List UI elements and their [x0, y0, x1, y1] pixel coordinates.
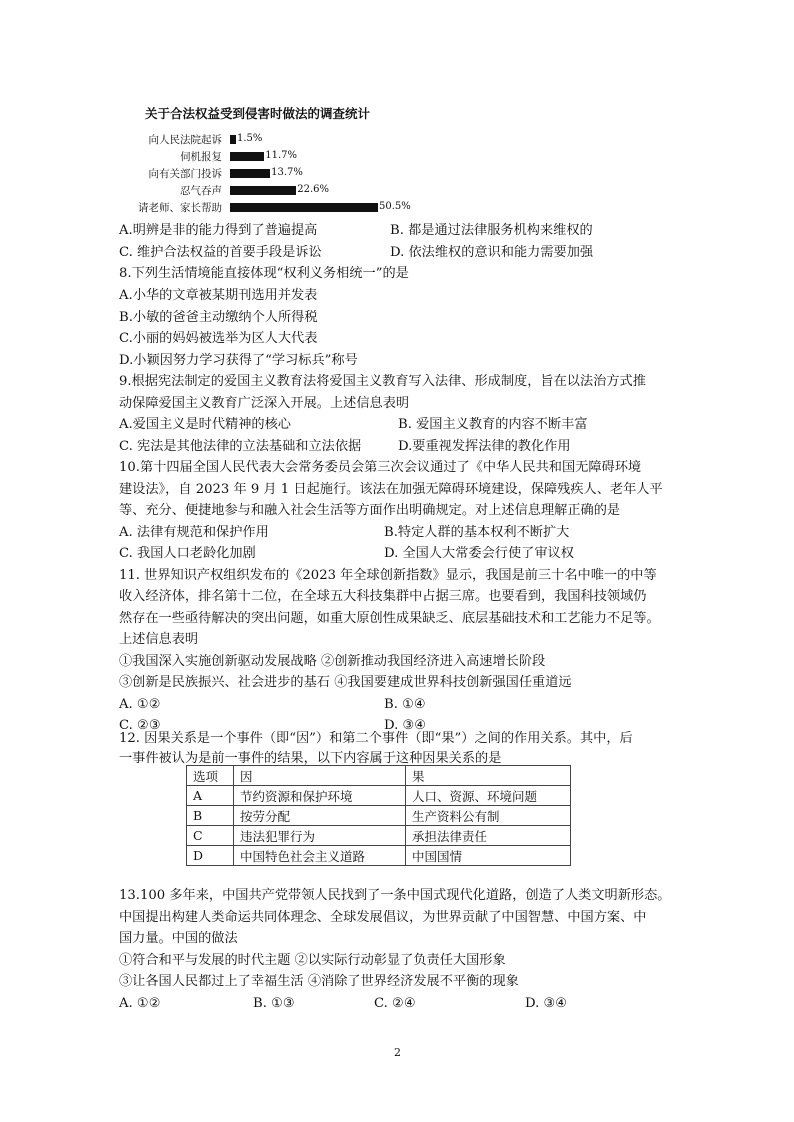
bar: [230, 203, 378, 212]
q10-option-a: A. 法律有规范和保护作用: [119, 525, 269, 540]
chart-title: 关于合法权益受到侵害时做法的调查统计: [145, 106, 371, 121]
bar-value-label: 1.5%: [237, 133, 263, 144]
q10-option-d: D. 全国人大常委会行使了审议权: [384, 546, 574, 561]
table-cell: 生产资料公有制: [406, 806, 571, 826]
page-number: 2: [394, 1046, 401, 1059]
q8-stem: 8.下列生活情境能直接体现“权利义务相统一”的是: [119, 266, 409, 281]
table-cell: D: [187, 846, 234, 866]
table-row: [187, 826, 571, 846]
q13-option-b: B. ①③: [253, 996, 295, 1011]
bar-category-label: 向人民法院起诉: [148, 134, 222, 146]
q10-stem-line: 建设法》，自 2023 年 9 月 1 日起施行。该法在加强无障碍环境建设，保障残疾人、老年人平: [119, 482, 663, 497]
bar: [230, 169, 270, 178]
bar-value-label: 50.5%: [379, 201, 411, 212]
q11-stem-line: 然存在一些亟待解决的突出问题，如重大原创性成果缺乏、底层基础技术和工艺能力不足等。: [119, 611, 660, 626]
bar-category-label: 伺机报复: [180, 151, 222, 163]
q9-option-d: D.要重视发挥法律的教化作用: [398, 439, 571, 454]
q7-option-b: B. 都是通过法律服务机构来维权的: [390, 223, 593, 238]
q7-option-d: D. 依法维权的意识和能力需要加强: [390, 245, 594, 260]
q9-stem-line: 动保障爱国主义教育广泛深入开展。上述信息表明: [119, 396, 410, 411]
table-header-cell: 果: [406, 766, 571, 786]
q11-option-b: B. ①④: [384, 697, 426, 712]
q8-option-c: C.小丽的妈妈被选举为区人大代表: [119, 331, 318, 346]
q11-stem-line: 收入经济体，排名第十二位，在全球五大科技集群中占据三席。也要看到，我国科技领域仍: [119, 589, 647, 604]
bar-category-label: 请老师、家长帮助: [138, 202, 222, 214]
bar-value-label: 22.6%: [297, 184, 329, 195]
q7-option-a: A.明辨是非的能力得到了普遍提高: [119, 223, 318, 238]
q11-option-c: C. ②③: [119, 718, 161, 733]
table-cell: A: [187, 786, 234, 806]
q9-option-a: A.爱国主义是时代精神的核心: [119, 417, 291, 432]
table-row: [187, 786, 571, 806]
table-row: [187, 806, 571, 826]
table-header-cell: 因: [234, 766, 406, 786]
bar: [230, 186, 296, 195]
table-cell: 按劳分配: [234, 806, 406, 826]
q10-stem-line: 10.第十四届全国人民代表大会常务委员会第三次会议通过了《中华人民共和国无障碍环境: [119, 460, 642, 475]
q13-option-c: C. ②④: [374, 996, 416, 1011]
q9-option-b: B. 爱国主义教育的内容不断丰富: [398, 417, 588, 432]
q11-stem-line: 11. 世界知识产权组织发布的《2023 年全球创新指数》显示，我国是前三十名中唯一的中等: [119, 568, 657, 583]
q13-stem-line: 13.100 多年来，中国共产党带领人民找到了一条中国式现代化道路，创造了人类文明新形态。: [119, 888, 671, 903]
q11-option-d: D. ③④: [384, 718, 427, 733]
q13-statements-line: ③让各国人民都过上了幸福生活 ④消除了世界经济发展不平衡的现象: [119, 974, 519, 989]
bar-category-label: 忍气吞声: [180, 185, 222, 197]
q11-statements-line: ③创新是民族振兴、社会进步的基石 ④我国要建成世界科技创新强国任重道远: [119, 675, 572, 690]
q11-option-a: A. ①②: [119, 697, 161, 712]
q13-stem-line: 国力量。中国的做法: [119, 931, 238, 946]
bar: [230, 135, 236, 144]
q13-option-a: A. ①②: [119, 996, 161, 1011]
table-cell: 中国国情: [406, 846, 571, 866]
bar: [230, 152, 264, 161]
table-header-row: [187, 766, 571, 786]
q13-option-d: D. ③④: [525, 996, 568, 1011]
table-cell: B: [187, 806, 234, 826]
table-cell: 节约资源和保护环境: [234, 786, 406, 806]
q10-option-c: C. 我国人口老龄化加剧: [119, 546, 256, 561]
q10-stem-line: 等、充分、便捷地参与和融入社会生活等方面作出明确规定。对上述信息理解正确的是: [119, 503, 621, 518]
q12-stem-line: 一事件被认为是前一事件的结果，以下内容属于这种因果关系的是: [119, 751, 502, 766]
bar-category-label: 向有关部门投诉: [148, 168, 222, 180]
bar-value-label: 13.7%: [271, 167, 303, 178]
q7-option-c: C. 维护合法权益的首要手段是诉讼: [119, 245, 322, 260]
q11-statements-line: ①我国深入实施创新驱动发展战略 ②创新推动我国经济进入高速增长阶段: [119, 654, 546, 669]
q11-stem-line: 上述信息表明: [119, 632, 199, 647]
table-cell: 承担法律责任: [406, 826, 571, 846]
table-header-cell: 选项: [187, 766, 234, 786]
table-cell: 人口、资源、环境问题: [406, 786, 571, 806]
q8-option-a: A.小华的文章被某期刊选用并发表: [119, 288, 318, 303]
table-cell: 中国特色社会主义道路: [234, 846, 406, 866]
q13-stem-line: 中国提出构建人类命运共同体理念、全球发展倡议，为世界贡献了中国智慧、中国方案、中: [119, 910, 647, 925]
table-cell: C: [187, 826, 234, 846]
q12-table: [186, 765, 571, 866]
q8-option-d: D.小颖因努力学习获得了“学习标兵”称号: [119, 353, 358, 368]
table-row: [187, 846, 571, 866]
q9-stem-line: 9.根据宪法制定的爱国主义教育法将爱国主义教育写入法律、形成制度，旨在以法治方式推: [119, 374, 646, 389]
q12-stem-line: 12. 因果关系是一个事件（即“因”）和第二个事件（即“果”）之间的作用关系。其中，后: [119, 731, 633, 746]
q13-statements-line: ①符合和平与发展的时代主题 ②以实际行动彰显了负责任大国形象: [119, 953, 506, 968]
q10-option-b: B.特定人群的基本权利不断扩大: [384, 525, 570, 540]
bar-value-label: 11.7%: [265, 150, 298, 161]
q8-option-b: B.小敏的爸爸主动缴纳个人所得税: [119, 310, 318, 325]
q9-option-c: C. 宪法是其他法律的立法基础和立法依据: [119, 439, 362, 454]
table-cell: 违法犯罪行为: [234, 826, 406, 846]
